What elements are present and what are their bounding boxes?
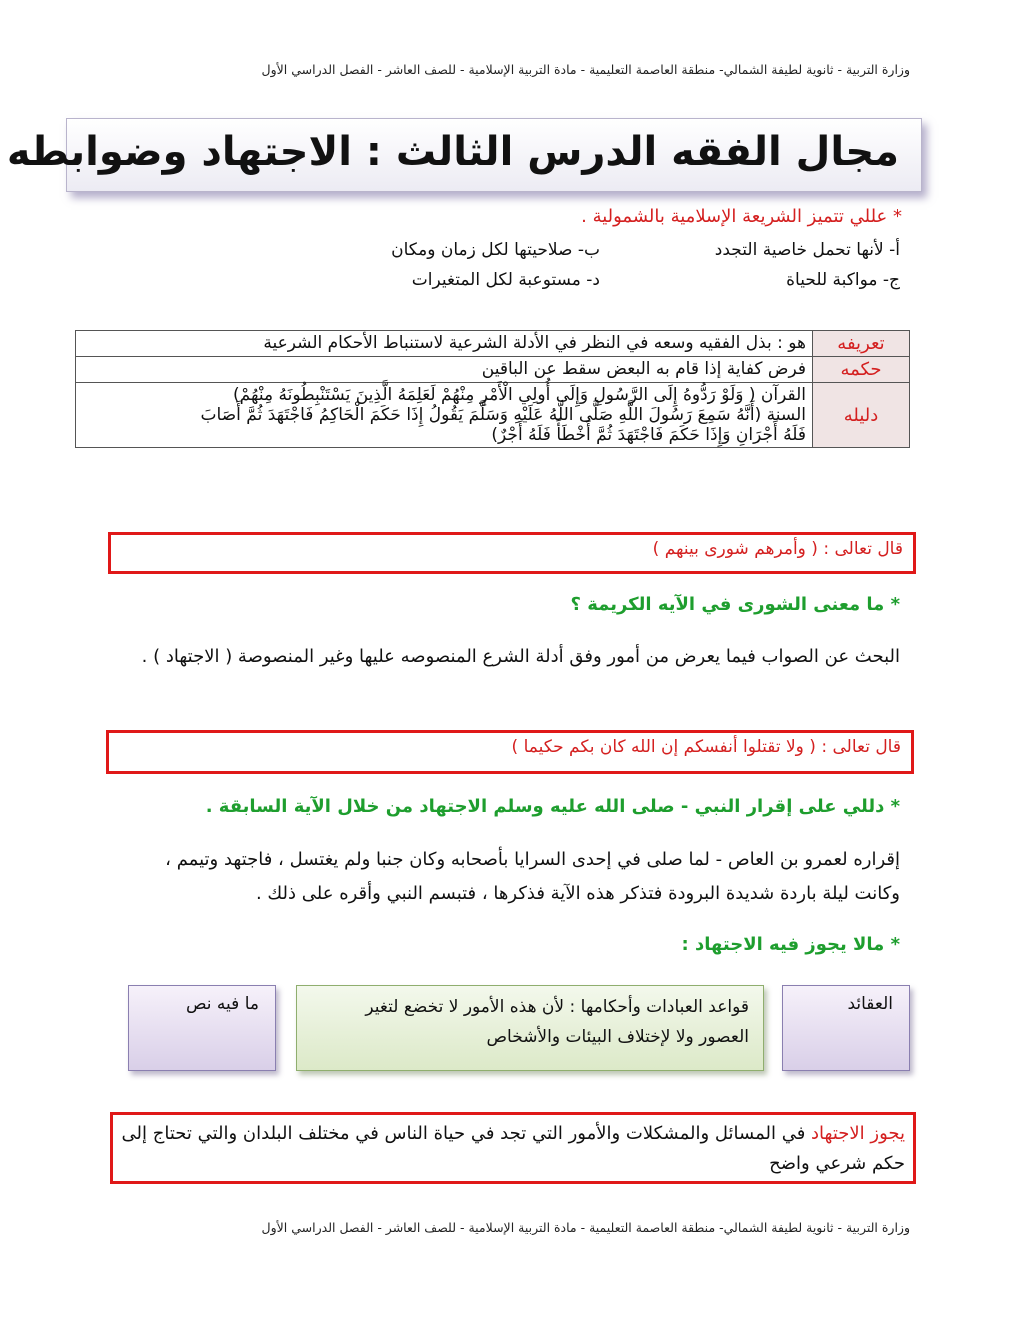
row-content [76, 383, 813, 448]
evidence-line: فَلَهُ أَجْرَانِ وَإِذَا حَكَمَ فَاجْتَهَدَ ثُمَّ أَخْطَأَ فَلَهُ أَجْرٌ) [491, 425, 806, 445]
box-text-evidence [128, 985, 276, 1071]
question-3: * مالا يجوز فيه الاجتهاد : [681, 934, 900, 955]
table-row [76, 331, 910, 357]
box-worship-rules [296, 985, 764, 1071]
title-box [6, 118, 922, 192]
box-text-evidence-label: ما فيه نص [185, 994, 259, 1014]
permitted-text: في المسائل والمشكلات والأمور التي تجد في حياة الناس في مختلف البلدان والتي تحتاج إلى حكم شرعي واضح [121, 1123, 905, 1174]
answer-2: إقراره لعمرو بن العاص - لما صلى في إحدى السرايا بأصحابه وكان جنبا ولم يغتسل ، فاجتهد وتيمم ، وكانت ليلة باردة شديدة البرودة فتذكر هذه الآية فذكرها ، فتبسم النبي وأقره على ذلك . [165, 849, 900, 904]
page-title: مجال الفقه الدرس الثالث : الاجتهاد وضوابطه [6, 129, 899, 175]
row-content: هو : بذل الفقيه وسعه في النظر في الأدلة الشرعية لاستنباط الأحكام الشرعية [76, 331, 813, 357]
row-label: تعريفه [813, 331, 910, 357]
row-label: دليله [813, 383, 910, 448]
evidence-line: السنة (أَنَّهُ سَمِعَ رَسُولَ اللَّهِ صَلَّى اللَّهُ عَلَيْهِ وَسَلَّمَ يَقُولُ إِذَا حَكَمَ الْحَاكِمُ فَاجْتَهَدَ ثُمَّ أَصَابَ [200, 405, 806, 425]
verse-box-2 [106, 730, 914, 774]
answer-1: البحث عن الصواب فيما يعرض من أمور وفق أدلة الشرع المنصوصه عليها وغير المنصوصة ( الاجتهاد ) . [141, 646, 900, 667]
verse-1: قال تعالى : ( وأمرهم شورى بينهم ) [652, 539, 903, 559]
question-1: * ما معنى الشورى في الآيه الكريمة ؟ [570, 594, 900, 615]
table-row [76, 357, 910, 383]
page-footer: وزارة التربية - ثانوية لطيفة الشمالي- منطقة العاصمة التعليمية - مادة التربية الإسلامية - للصف العاشر - الفصل الدراسي الأول [261, 1220, 910, 1235]
question-2: * دللي على إقرار النبي - صلى الله عليه وسلم الاجتهاد من خلال الآية السابقة . [205, 796, 900, 817]
permitted-highlight: يجوز الاجتهاد [811, 1123, 905, 1144]
verse-box-1 [108, 532, 916, 574]
table-row [76, 383, 910, 448]
permitted-ijtihad-box [110, 1112, 916, 1184]
box-beliefs [782, 985, 910, 1071]
box-worship-label: قواعد العبادات وأحكامها : لأن هذه الأمور لا تخضع لتغير العصور ولا لإختلاف البيئات والأشخاص [365, 997, 749, 1047]
page-header: وزارة التربية - ثانوية لطيفة الشمالي- منطقة العاصمة التعليمية - مادة التربية الإسلامية - للصف العاشر - الفصل الدراسي الأول [261, 62, 910, 77]
option-b: ب- صلاحيتها لكل زمان ومكان [391, 240, 600, 260]
definition-table [75, 330, 910, 448]
option-c: ج- مواكبة للحياة [786, 270, 900, 290]
option-d: د- مستوعبة لكل المتغيرات [411, 270, 600, 290]
verse-2: قال تعالى : ( ولا تقتلوا أنفسكم إن الله كان بكم حكيما ) [511, 737, 901, 757]
evidence-line: القرآن ( وَلَوْ رَدُّوهُ إِلَى الرَّسُولِ وَإِلَى أُولِي الْأَمْرِ مِنْهُمْ لَعَلِمَهُ الَّذِينَ يَسْتَنْبِطُونَهُ مِنْهُمْ) [233, 385, 806, 405]
intro-question: * عللي تتميز الشريعة الإسلامية بالشمولية . [581, 206, 902, 227]
row-content: فرض كفاية إذا قام به البعض سقط عن الباقين [76, 357, 813, 383]
row-label: حكمه [813, 357, 910, 383]
box-beliefs-label: العقائد [847, 994, 893, 1014]
option-a: أ- لأنها تحمل خاصية التجدد [714, 240, 900, 260]
